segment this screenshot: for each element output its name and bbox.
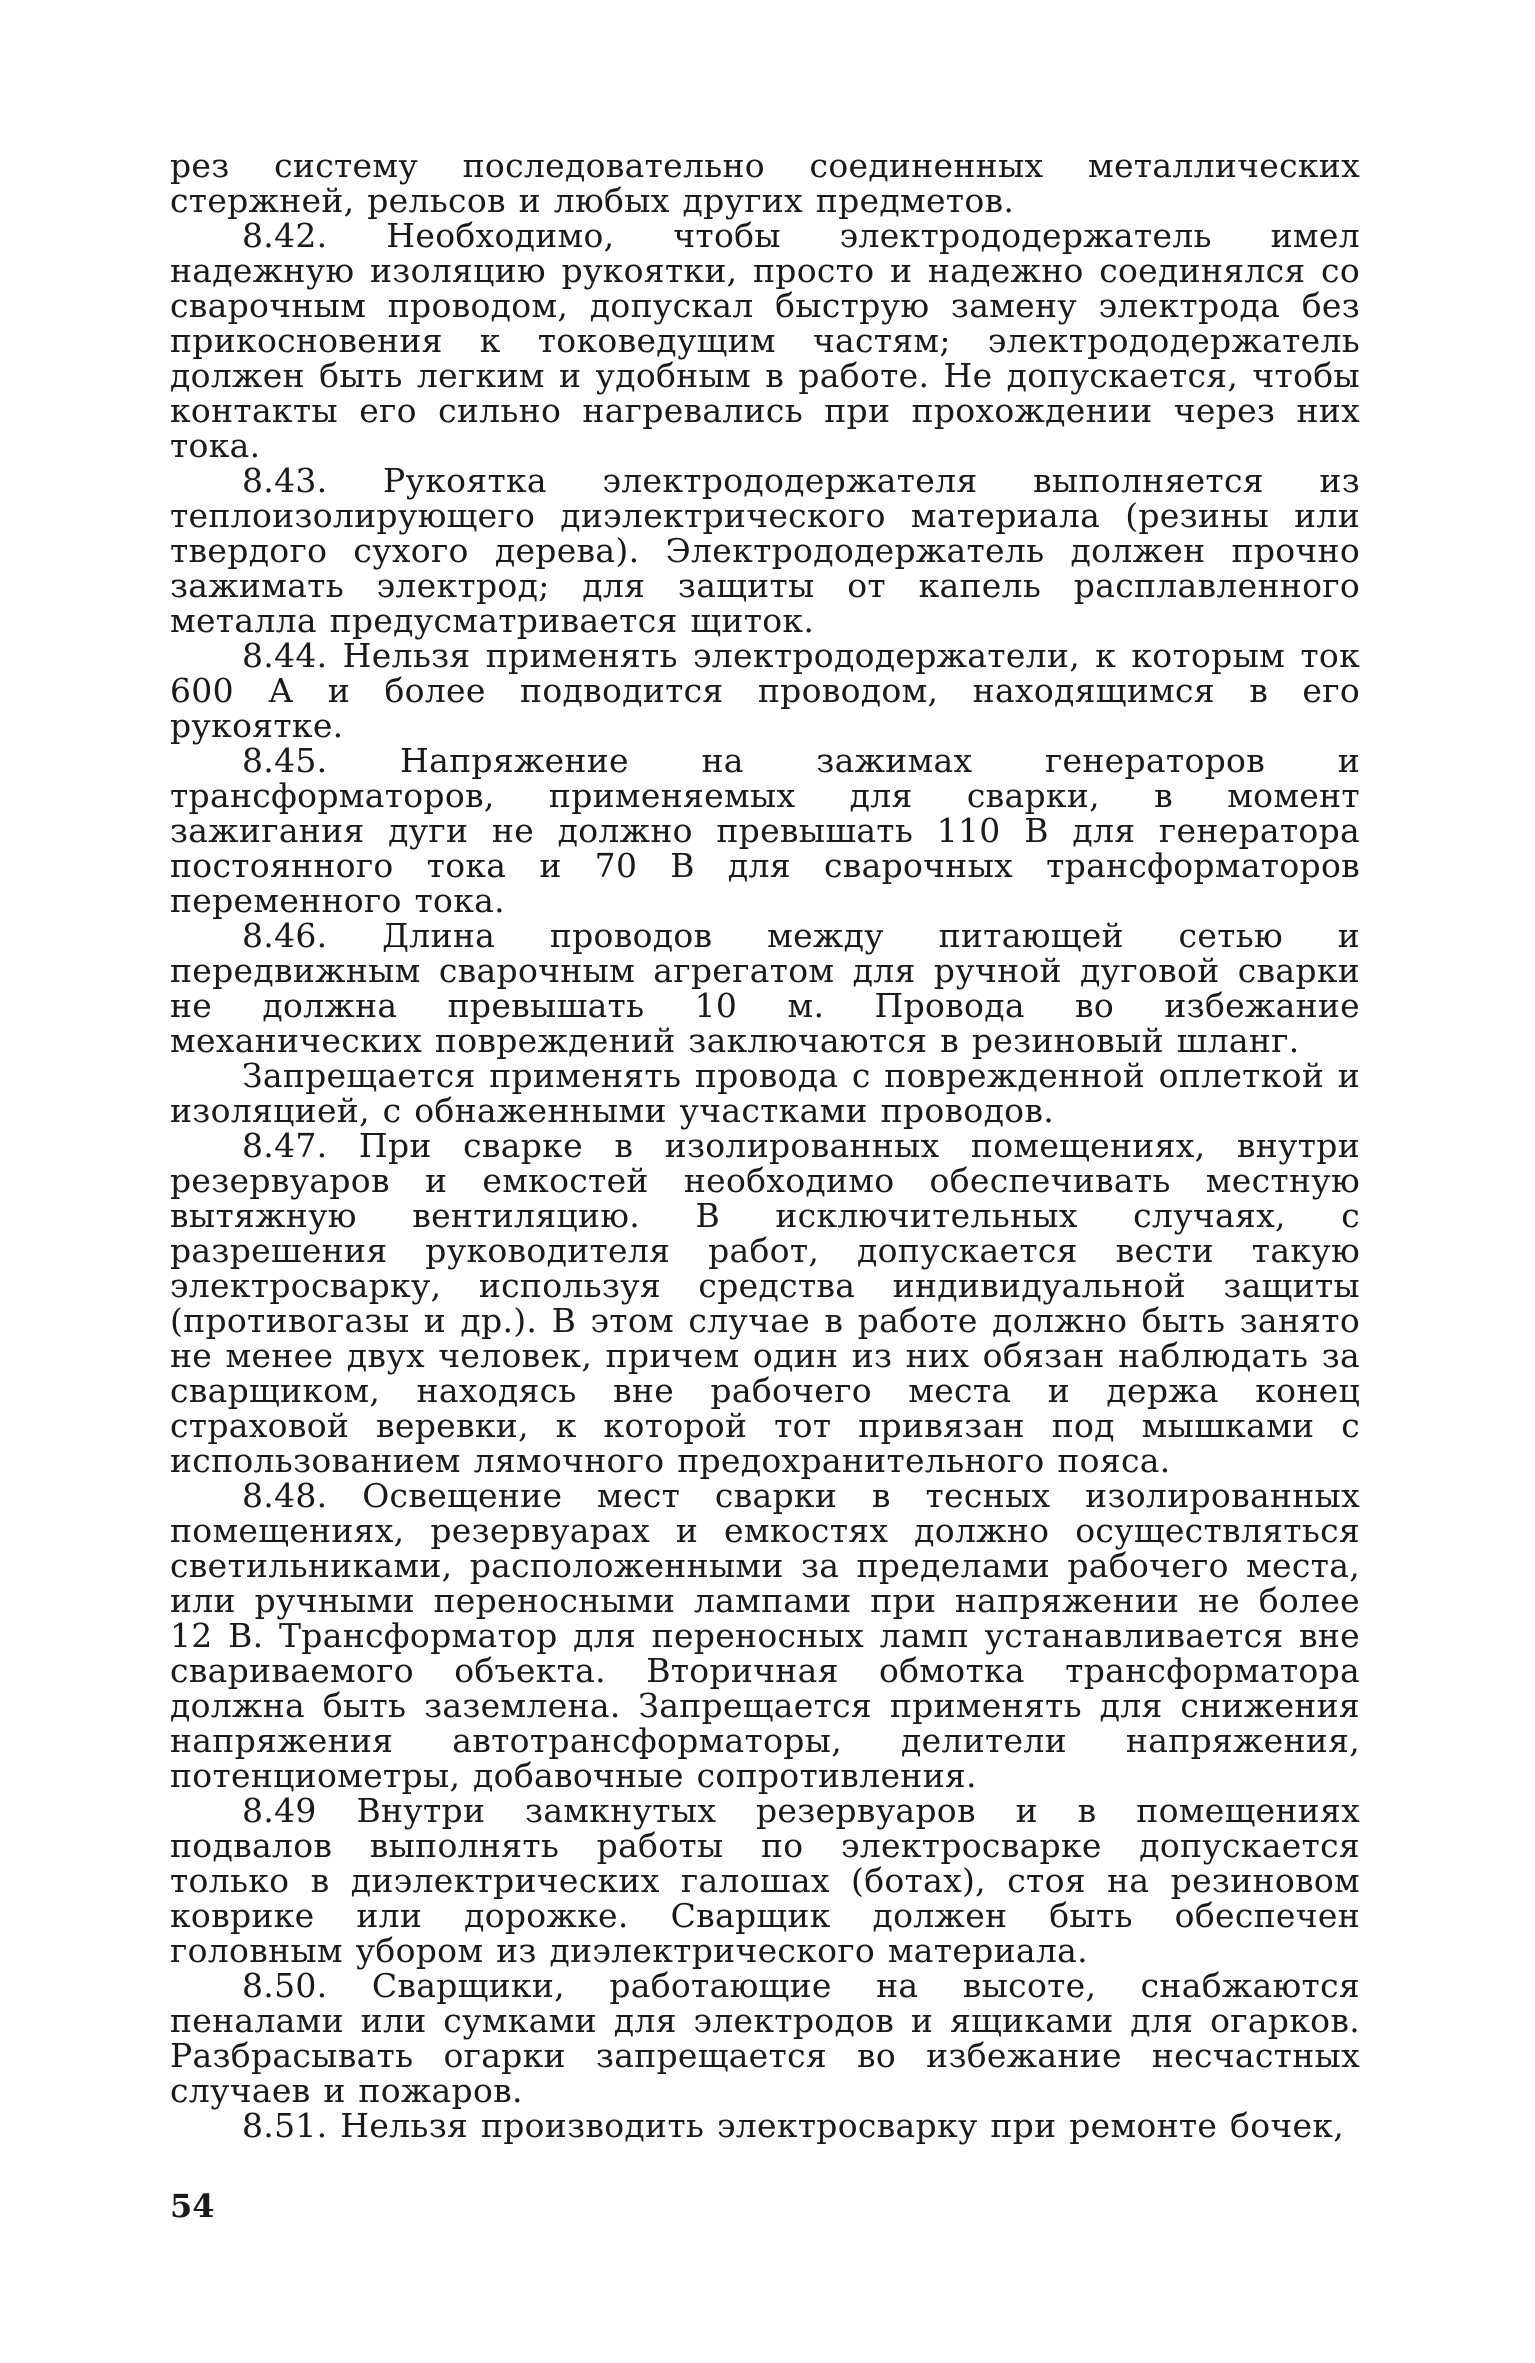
paragraph-8-48: 8.48. Освещение мест сварки в тесных изолированных помещениях, резервуарах и емкостях должно осуществляться светильниками, расположенными за пределами рабочего места, или ручными переносными лампами при напряжении не более 12 В. Трансформатор для переносных ламп устанавливается вне свариваемого объекта. Вторичная обмотка трансформатора должна быть заземлена. Запрещается применять для снижения напряжения автотрансформаторы, делители напряжения, потенциометры, добавочные сопротивления. bbox=[170, 1476, 1360, 1795]
paragraph-8-46: 8.46. Длина проводов между питающей сетью и передвижным сварочным агрегатом для ручной дуговой сварки не должна превышать 10 м. Провода во избежание механических повреждений заключаются в резиновый шланг. bbox=[170, 916, 1360, 1060]
paragraph-8-42: 8.42. Необходимо, чтобы электрододержатель имел надежную изоляцию рукоятки, просто и надежно соединялся со сварочным проводом, допускал быструю замену электрода без прикосновения к токоведущим частям; электрододержатель должен быть легким и удобным в работе. Не допускается, чтобы контакты его сильно нагревались при прохождении через них тока. bbox=[170, 216, 1360, 465]
paragraph-8-49: 8.49 Внутри замкнутых резервуаров и в помещениях подвалов выполнять работы по электросварке допускается только в диэлектрических галошах (ботах), стоя на резиновом коврике или дорожке. Сварщик должен быть обеспечен головным убором из диэлектрического материала. bbox=[170, 1791, 1360, 1970]
paragraph-8-51: 8.51. Нельзя производить электросварку при ремонте бочек, bbox=[242, 2106, 1345, 2145]
paragraph-8-46-prohibition: Запрещается применять провода с поврежденной оплеткой и изоляцией, с обнаженными участками проводов. bbox=[170, 1056, 1360, 1130]
page-number: 54 bbox=[170, 2187, 215, 2225]
paragraph-8-50: 8.50. Сварщики, работающие на высоте, снабжаются пеналами или сумками для электродов и ящиками для огарков. Разбрасывать огарки запрещается во избежание несчастных случаев и пожаров. bbox=[170, 1966, 1360, 2110]
paragraph-continuation: рез систему последовательно соединенных металлических стержней, рельсов и любых других предметов. bbox=[170, 146, 1360, 220]
paragraph-8-47: 8.47. При сварке в изолированных помещениях, внутри резервуаров и емкостей необходимо обеспечивать местную вытяжную вентиляцию. В исключительных случаях, с разрешения руководителя работ, допускается вести такую электросварку, используя средства индивидуальной защиты (противогазы и др.). В этом случае в работе должно быть занято не менее двух человек, причем один из них обязан наблюдать за сварщиком, находясь вне рабочего места и держа конец страховой веревки, к которой тот привязан под мышками с использованием лямочного предохранительного пояса. bbox=[170, 1126, 1360, 1480]
paragraph-8-43: 8.43. Рукоятка электрододержателя выполняется из теплоизолирующего диэлектрического материала (резины или твердого сухого дерева). Электрододержатель должен прочно зажимать электрод; для защиты от капель расплавленного металла предусматривается щиток. bbox=[170, 461, 1360, 640]
paragraph-8-44: 8.44. Нельзя применять электрододержатели, к которым ток 600 А и более подводится проводом, находящимся в его рукоятке. bbox=[170, 636, 1360, 745]
paragraph-8-45: 8.45. Напряжение на зажимах генераторов и трансформаторов, применяемых для сварки, в момент зажигания дуги не должно превышать 110 В для генератора постоянного тока и 70 В для сварочных трансформаторов переменного тока. bbox=[170, 741, 1360, 920]
page-body bbox=[170, 148, 1360, 2143]
